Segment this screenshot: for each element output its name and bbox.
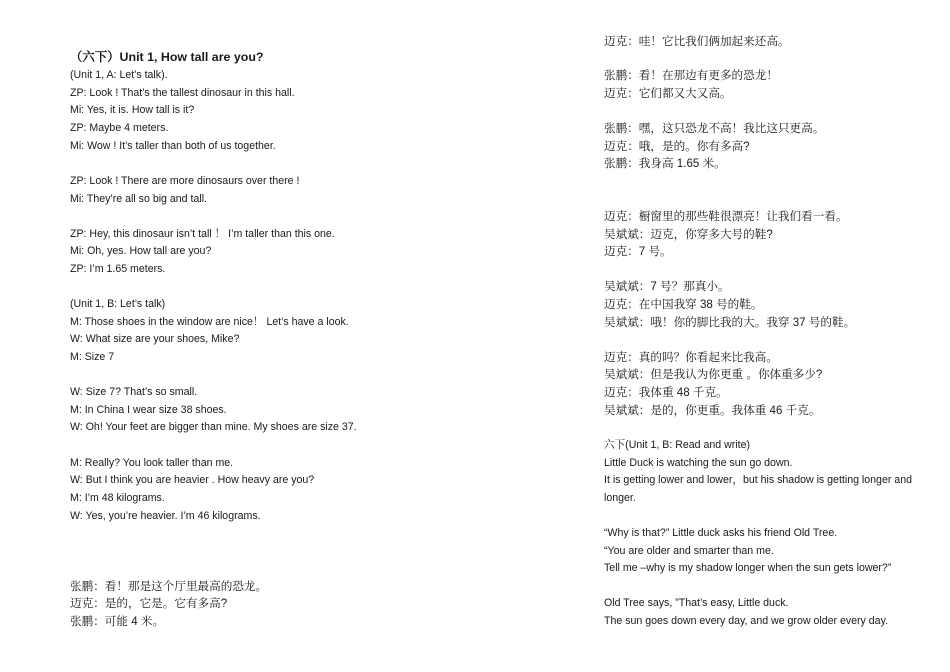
section-heading-b-talk: (Unit 1, B: Let’s talk) [70, 298, 166, 310]
dialogue-line: M: In China I wear size 38 shoes. [70, 404, 227, 416]
dialogue-line: W: What size are your shoes, Mike? [70, 333, 240, 345]
translation-line: 吴斌斌：哦！你的脚比我的大。我穿 37 号的鞋。 [604, 316, 856, 329]
translation-line: 吴斌斌：但是我认为你更重 。你体重多少? [604, 368, 823, 381]
dialogue-line: W: Oh! Your feet are bigger than mine. My shoes are size 37. [70, 421, 357, 433]
story-line: Little Duck is watching the sun go down. [604, 457, 793, 469]
translation-line: 迈克：是的，它是。它有多高? [70, 597, 228, 610]
translation-line: 张鹏：看！那是这个厅里最高的恐龙。 [70, 580, 268, 593]
translation-line: 吴斌斌：迈克，你穿多大号的鞋? [604, 228, 773, 241]
dialogue-line: M: Really? You look taller than me. [70, 457, 234, 469]
translation-line: 张鹏：可能 4 米。 [70, 615, 165, 628]
story-line: longer. [604, 492, 636, 504]
translation-line: 迈克：橱窗里的那些鞋很漂亮！让我们看一看。 [604, 210, 848, 223]
dialogue-line: ZP: Look ! That’s the tallest dinosaur in this hall. [70, 87, 295, 99]
story-line: “You are older and smarter than me. [604, 545, 774, 557]
dialogue-line: W: But I think you are heavier . How heavy are you? [70, 474, 315, 486]
dialogue-line: M: Size 7 [70, 351, 115, 363]
dialogue-line: Mi: Wow ! It’s taller than both of us together. [70, 140, 276, 152]
dialogue-line: M: I’m 48 kilograms. [70, 492, 165, 504]
dialogue-line: ZP: I’m 1.65 meters. [70, 263, 166, 275]
dialogue-line: Mi: Oh, yes. How tall are you? [70, 245, 212, 257]
dialogue-line: W: Yes, you’re heavier. I’m 46 kilograms. [70, 510, 261, 522]
translation-line: 吴斌斌：7 号？那真小。 [604, 280, 730, 293]
translation-line: 迈克：在中国我穿 38 号的鞋。 [604, 298, 763, 311]
translation-line: 张鹏：看！在那边有更多的恐龙！ [604, 69, 778, 82]
story-line: “Why is that?” Little duck asks his friend Old Tree. [604, 527, 838, 539]
dialogue-line: ZP: Look ! There are more dinosaurs over there ! [70, 175, 300, 187]
translation-line: 张鹏：我身高 1.65 米。 [604, 157, 726, 170]
dialogue-line: W: Size 7? That’s so small. [70, 386, 198, 398]
translation-line: 迈克：它们都又大又高。 [604, 87, 732, 100]
dialogue-line: M: Those shoes in the window are nice！ Let’s have a look. [70, 316, 349, 328]
dialogue-line: ZP: Maybe 4 meters. [70, 122, 169, 134]
translation-line: 迈克：7 号。 [604, 245, 672, 258]
left-column [70, 0, 510, 672]
document-title: （六下）Unit 1, How tall are you? [70, 50, 264, 64]
story-line: It is getting lower and lower，but his shadow is getting longer and [604, 474, 912, 486]
dialogue-line: Mi: Yes, it is. How tall is it? [70, 104, 195, 116]
story-line: The sun goes down every day, and we grow older every day. [604, 615, 889, 627]
story-line: Old Tree says, ”That’s easy, Little duck. [604, 597, 789, 609]
translation-line: 迈克：哇！它比我们俩加起来还高。 [604, 35, 790, 48]
section-heading-a-talk: (Unit 1, A: Let’s talk). [70, 69, 168, 81]
dialogue-line: ZP: Hey, this dinosaur isn’t tall ！ I’m taller than this one. [70, 228, 335, 240]
section-heading-read-write: 六下(Unit 1, B: Read and write) [604, 439, 751, 451]
translation-line: 迈克：真的吗？你看起来比我高。 [604, 351, 778, 364]
translation-line: 吴斌斌：是的，你更重。我体重 46 千克。 [604, 404, 821, 417]
story-line: Tell me –why is my shadow longer when the sun gets lower?” [604, 562, 892, 574]
translation-line: 迈克：我体重 48 千克。 [604, 386, 728, 399]
right-column [604, 0, 944, 672]
translation-line: 张鹏：嘿，这只恐龙不高！我比这只更高。 [604, 122, 825, 135]
translation-line: 迈克：哦，是的。你有多高? [604, 140, 750, 153]
dialogue-line: Mi: They’re all so big and tall. [70, 193, 207, 205]
